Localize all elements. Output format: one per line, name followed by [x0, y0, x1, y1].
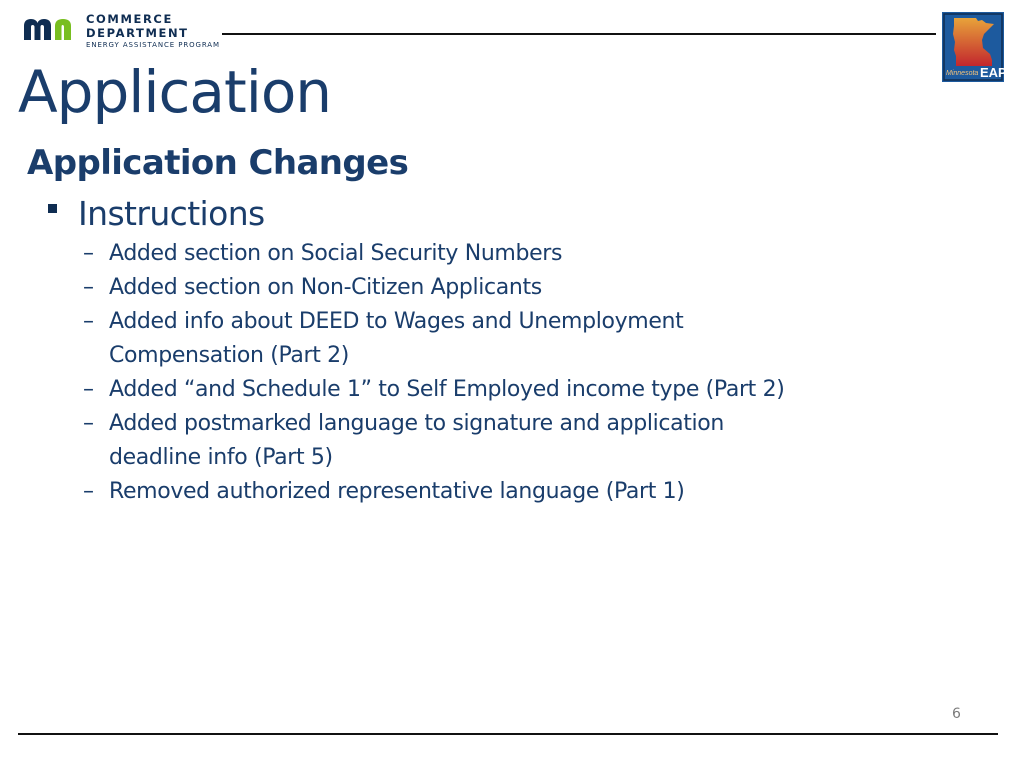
list-item-text: Added postmarked language to signature and application deadline info (Part 5) [109, 411, 724, 470]
dash-bullet-icon: – [83, 479, 94, 504]
header-divider [222, 33, 936, 35]
page-number: 6 [952, 706, 961, 722]
dash-bullet-icon: – [83, 275, 94, 300]
list-item-text: Added info about DEED to Wages and Unemployment Compensation (Part 2) [109, 309, 684, 368]
list-item [83, 373, 863, 407]
section-heading: Application Changes [27, 143, 409, 183]
list-item-text: Added section on Non-Citizen Applicants [109, 275, 542, 300]
footer-divider [18, 733, 998, 735]
logo-line-department: DEPARTMENT [86, 25, 189, 40]
square-bullet-icon [48, 204, 57, 213]
instructions-change-list [83, 237, 863, 509]
list-item-text: Added “and Schedule 1” to Self Employed income type (Part 2) [109, 377, 785, 402]
list-item [83, 407, 809, 475]
slide-title: Application [18, 58, 332, 126]
list-item-text: Added section on Social Security Numbers [109, 241, 563, 266]
list-item [83, 271, 863, 305]
commerce-department-logo [22, 14, 222, 54]
list-item [83, 305, 759, 373]
list-item-text: Removed authorized representative language (Part 1) [109, 479, 685, 504]
mn-logo-icon [22, 16, 80, 42]
svg-text:Minnesota: Minnesota [946, 70, 979, 77]
bullet-label: Instructions [78, 194, 265, 233]
minnesota-eap-badge-icon [942, 12, 1007, 82]
list-item [83, 475, 863, 509]
logo-line-program: ENERGY ASSISTANCE PROGRAM [86, 41, 220, 49]
logo-line-commerce: COMMERCE [86, 12, 173, 26]
dash-bullet-icon: – [83, 377, 94, 402]
list-item [83, 237, 863, 271]
svg-text:EAP: EAP [980, 65, 1007, 80]
logo-text [86, 14, 220, 49]
dash-bullet-icon: – [83, 309, 94, 334]
dash-bullet-icon: – [83, 411, 94, 436]
dash-bullet-icon: – [83, 241, 94, 266]
